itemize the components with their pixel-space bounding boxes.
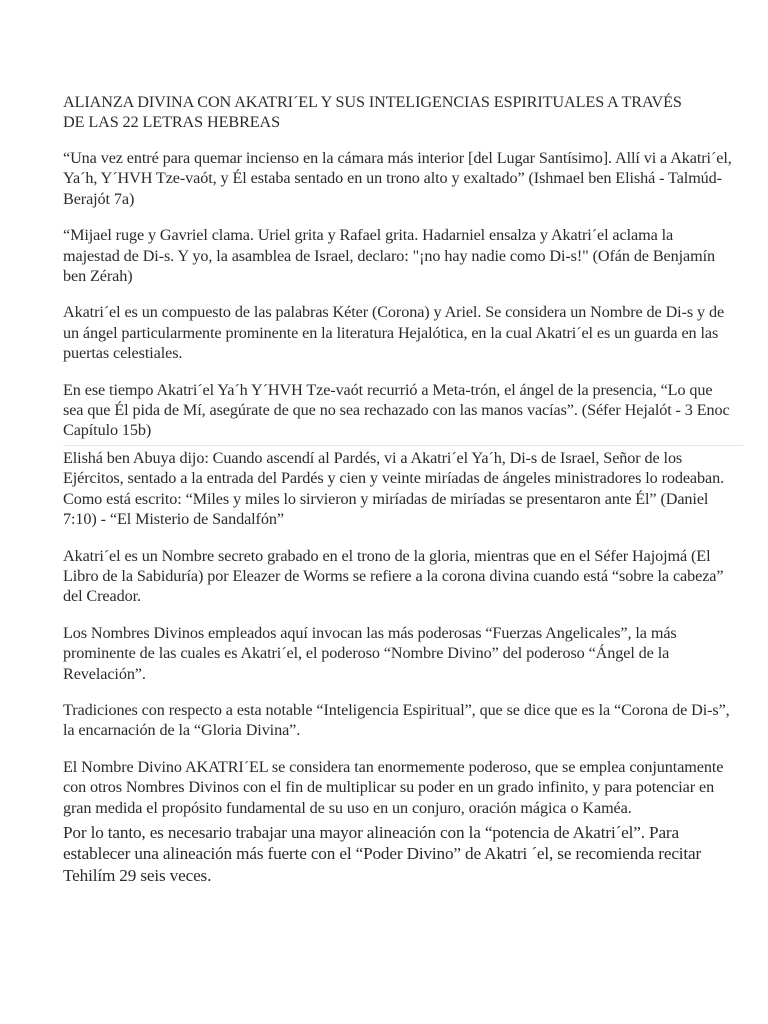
paragraph-alignment: Por lo tanto, es necesario trabajar una mayor alineación con la “potencia de Akatri´el”. Para establecer una alineación más fuerte con el “Poder Divino” de Akatri ´el, se recomienda recitar Tehilím 29 seis veces. xyxy=(63,822,702,885)
paragraph-metatron: En ese tiempo Akatri´el Ya´h Y´HVH Tze-vaót recurrió a Meta-trón, el ángel de la presencia, “Lo que sea que Él pida de Mí, asegúrate de que no sea rechazado con las manos vacías”. (Séfer Hejalót - 3 Enoc Capítulo 15b) xyxy=(63,380,730,440)
paragraph-secret-name: Akatri´el es un Nombre secreto grabado en el trono de la gloria, mientras que en el Séfer Hajojmá (El Libro de la Sabiduría) por Eleazer de Worms se refiere a la corona divina cuando está “sobre la cabeza” del Creador. xyxy=(63,546,724,606)
paragraph-ofan-quote: “Mijael ruge y Gavriel clama. Uriel grita y Rafael grita. Hadarniel ensalza y Akatri´el aclama la majestad de Di-s. Y yo, la asamblea de Israel, declaro: "¡no hay nadie como Di-s!" (Ofán de Benjamín ben Zérah) xyxy=(63,226,715,286)
section-divider xyxy=(63,445,743,446)
paragraph-elisha-ben-abuya: Elishá ben Abuya dijo: Cuando ascendí al Pardés, vi a Akatri´el Ya´h, Di-s de Israel, Señor de los Ejércitos, sentado a la entrada del Pardés y cien y veinte miríadas de ángeles ministradores lo rodeaban. Como está escrito: “Miles y miles lo sirvieron y miríadas de miríadas se presentaron ante Él” (Daniel 7:10) - “El Misterio de Sandalfón” xyxy=(63,448,725,529)
paragraph-divine-name-power: El Nombre Divino AKATRI´EL se considera tan enormemente poderoso, que se emplea conjuntamente con otros Nombres Divinos con el fin de multiplicar su poder en un grado infinito, y para potenciar en gran medida el propósito fundamental de su uso en un conjuro, oración mágica o Kaméa. xyxy=(63,757,724,817)
paragraph-angelic-forces: Los Nombres Divinos empleados aquí invocan las más poderosas “Fuerzas Angelicales”, la más prominente de las cuales es Akatri´el, el poderoso “Nombre Divino” del poderoso “Ángel de la Revelación”. xyxy=(63,623,677,683)
paragraph-traditions: Tradiciones con respecto a esta notable “Inteligencia Espiritual”, que se dice que es la “Corona de Di-s”, la encarnación de la “Gloria Divina”. xyxy=(63,700,730,740)
document-title xyxy=(63,92,733,132)
paragraph-ishmael-quote: “Una vez entré para quemar incienso en la cámara más interior [del Lugar Santísimo]. Allí vi a Akatri´el, Ya´h, Y´HVH Tze-vaót, y Él estaba sentado en un trono alto y exaltado” (Ishmael ben Elishá - Talmúd-Berajót 7a) xyxy=(63,149,732,208)
paragraph-keter-ariel: Akatri´el es un compuesto de las palabras Kéter (Corona) y Ariel. Se considera un Nombre de Di-s y de un ángel particularmente prominente en la literatura Hejalótica, en la cual Akatri´el es un guarda en las puertas celestiales. xyxy=(63,303,725,363)
title-line-1: ALIANZA DIVINA CON AKATRI´EL Y SUS INTELIGENCIAS ESPIRITUALES A TRAVÉS xyxy=(63,93,682,111)
document-body xyxy=(63,92,733,886)
title-line-2: DE LAS 22 LETRAS HEBREAS xyxy=(63,113,281,131)
